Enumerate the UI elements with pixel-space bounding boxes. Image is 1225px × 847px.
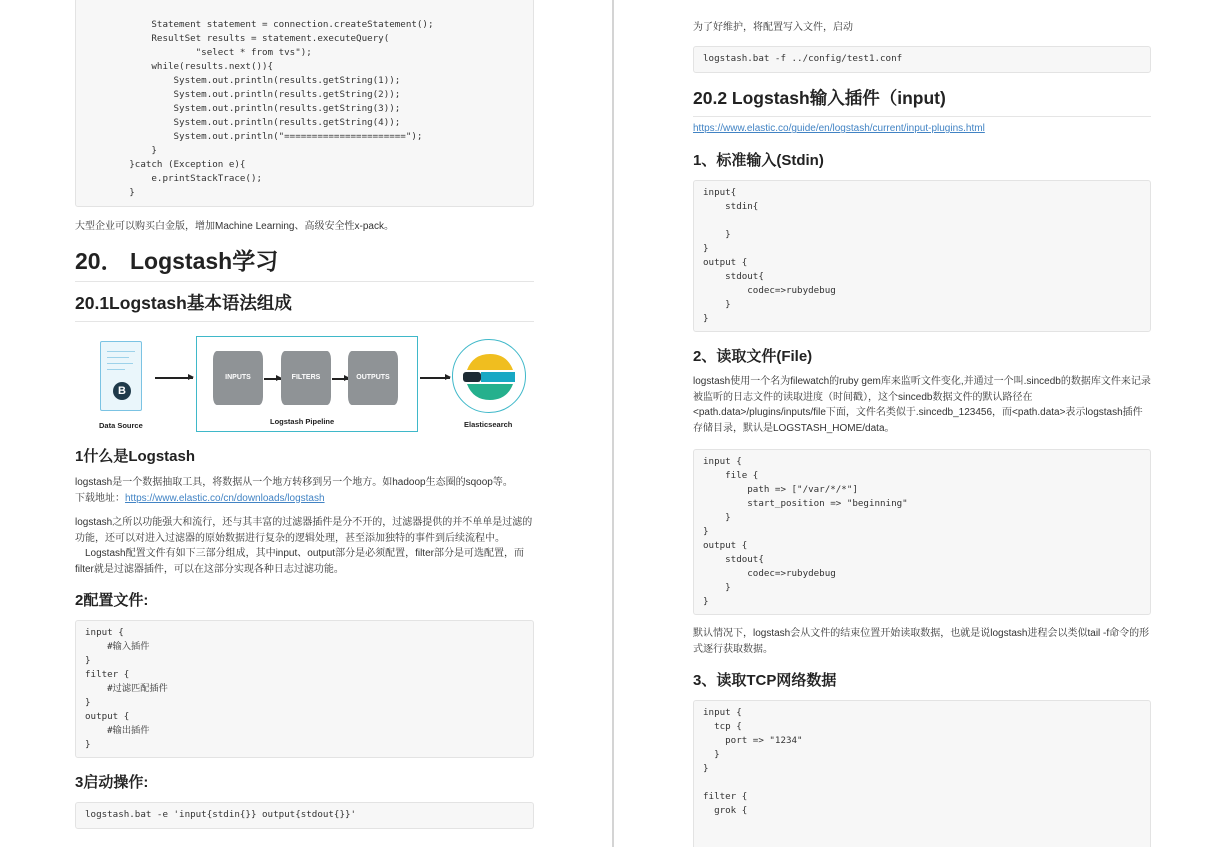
- heading-start: 3启动操作:: [75, 774, 149, 791]
- code-block-stdin[interactable]: input{ stdin{ } } output { stdout{ codec=>rubydebug } }: [693, 180, 1151, 332]
- code-block-jdbc[interactable]: Statement statement = connection.createStatement(); ResultSet results = statement.executeQuery( "select * from tvs"); while(results.next()){ System.out.println(results.getString(1)); System.out.println(results.getString(2)); System.out.println(results.getString(3)); System.out.println(results.getString(4)); System.out.println("======================"); } }catch (Exception e){ e.printStackTrace(); }: [75, 0, 534, 207]
- paragraph-file: logstash使用一个名为filewatch的ruby gem库来监听文件变化,并通过一个叫.sincedb的数据库文件来记录被监听的日志文件的读取进度（时间戳），这个sincedb数据文件的默认路径在<path.data>/plugins/inputs/file下面，文件名类似于.sincedb_123456，而<path.data>表示logstash插件存储目录，默认是LOGSTASH_HOME/data。: [693, 376, 1151, 434]
- right-page: [614, 0, 1225, 847]
- code-block-file[interactable]: input { file { path => ["/var/*/*"] start_position => "beginning" } } output { stdout{ codec=>rubydebug } }: [693, 449, 1151, 615]
- download-label: 下载地址：: [75, 492, 125, 504]
- heading-file: 2、读取文件(File): [693, 348, 813, 365]
- stage-inputs: INPUTS: [213, 351, 263, 405]
- heading-what-is-logstash: 1什么是Logstash: [75, 448, 196, 465]
- config-text: Logstash配置文件有如下三部分组成，其中input、output部分是必须配置，filter部分是可选配置，而filter就是过滤器插件，可以在这部分实现各种日志过滤功能。: [75, 548, 524, 575]
- paragraph-write-config: 为了好维护，将配置写入文件，启动: [693, 22, 853, 33]
- paragraph-xpack: 大型企业可以购买白金版，增加Machine Learning、高级安全性x-pack。: [75, 221, 394, 232]
- heading-stdin: 1、标准输入(Stdin): [693, 152, 824, 169]
- arrow-right-icon: [332, 378, 349, 380]
- what-text: logstash是一个数据抽取工具，将数据从一个地方转移到另一个地方。如hadoop生态圈的sqoop等。: [75, 477, 513, 488]
- elasticsearch-label: Elasticsearch: [464, 420, 513, 429]
- beats-badge-icon: B: [113, 382, 131, 400]
- power-text: logstash之所以功能强大和流行，还与其丰富的过滤器插件是分不开的，过滤器提供的并不单单是过滤的功能，还可以对进入过滤器的原始数据进行复杂的逻辑处理，甚至添加独特的事件到后续流程中。: [75, 517, 533, 544]
- elastic-logo-icon: [452, 339, 526, 413]
- code-block-config[interactable]: input { #输入插件 } filter { #过滤匹配插件 } output { #输出插件 }: [75, 620, 534, 758]
- paragraph-what: [75, 475, 534, 506]
- pipeline-label: Logstash Pipeline: [270, 417, 335, 426]
- data-source-label: Data Source: [99, 421, 143, 430]
- document-icon: [100, 341, 142, 411]
- pipeline-box: [196, 336, 418, 432]
- heading-20-2: 20.2 Logstash输入插件（input): [693, 85, 1151, 117]
- stage-filters: FILTERS: [281, 351, 331, 405]
- arrow-right-icon: [155, 377, 193, 379]
- input-plugins-link[interactable]: https://www.elastic.co/guide/en/logstash/current/input-plugins.html: [693, 123, 985, 134]
- left-page: [0, 0, 612, 847]
- heading-tcp: 3、读取TCP网络数据: [693, 672, 837, 689]
- paragraph-default: 默认情况下，logstash会从文件的结束位置开始读取数据，也就是说logstash进程会以类似tail -f命令的形式逐行获取数据。: [693, 628, 1150, 655]
- download-link[interactable]: https://www.elastic.co/cn/downloads/logstash: [125, 492, 325, 504]
- paragraph-power: [75, 515, 534, 577]
- heading-20-1: 20.1Logstash基本语法组成: [75, 290, 534, 322]
- arrow-right-icon: [264, 378, 281, 380]
- arrow-right-icon: [420, 377, 450, 379]
- heading-config-file: 2配置文件:: [75, 592, 149, 609]
- code-block-bat[interactable]: logstash.bat -f ../config/test1.conf: [693, 46, 1151, 73]
- code-block-start[interactable]: logstash.bat -e 'input{stdin{}} output{stdout{}}': [75, 802, 534, 829]
- heading-20: 20． Logstash学习: [75, 243, 534, 282]
- stage-outputs: OUTPUTS: [348, 351, 398, 405]
- logstash-pipeline-diagram: [75, 336, 534, 434]
- code-block-tcp[interactable]: input { tcp { port => "1234" } } filter { grok {: [693, 700, 1151, 847]
